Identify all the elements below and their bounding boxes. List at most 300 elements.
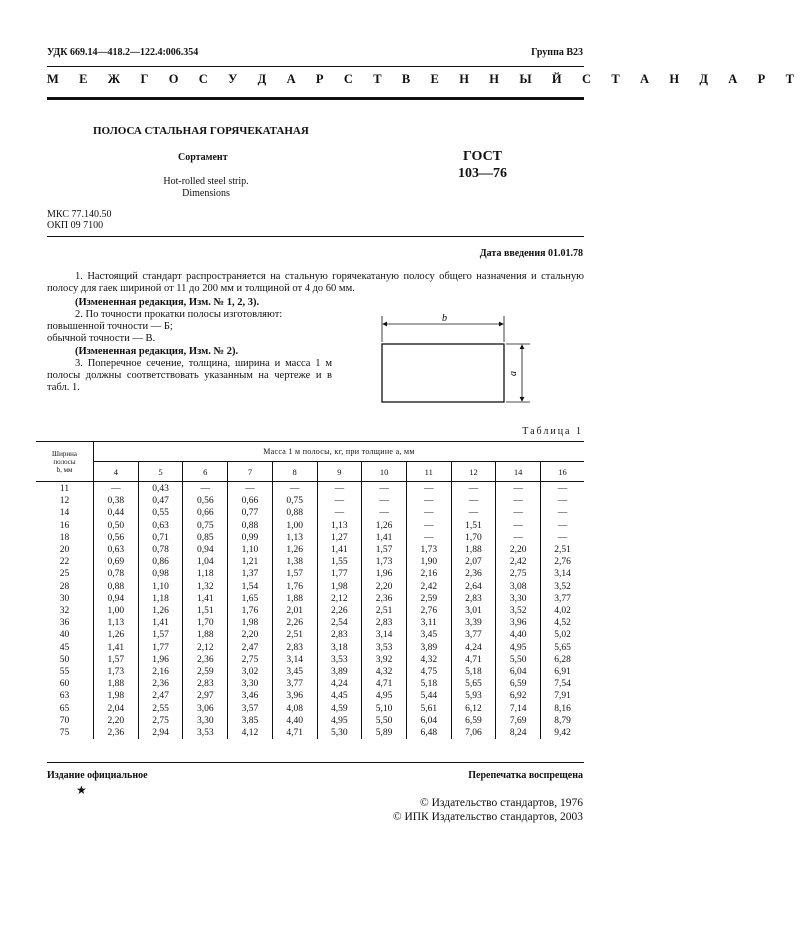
mass-cell: 3,18	[317, 642, 362, 654]
mass-cell: 1,00	[94, 605, 139, 617]
mass-cell: 1,51	[451, 520, 496, 532]
mass-cell: 2,83	[317, 629, 362, 641]
mass-cell: 4,12	[228, 727, 273, 739]
english-title-line2: Dimensions	[182, 188, 230, 199]
mass-cell: 1,00	[272, 520, 317, 532]
mass-cell: 2,83	[451, 593, 496, 605]
thickness-header-cell: 11	[406, 462, 451, 482]
mass-cell: 3,57	[228, 703, 273, 715]
mass-cell: 2,75	[228, 654, 273, 666]
mass-cell: —	[317, 482, 362, 496]
mass-cell: 1,90	[406, 556, 451, 568]
mass-cell: 0,77	[228, 507, 273, 519]
thickness-header-cell: 8	[272, 462, 317, 482]
mass-cell: 4,40	[496, 629, 541, 641]
thickness-header-cell: 9	[317, 462, 362, 482]
mass-cell: 2,36	[362, 593, 407, 605]
footer-rule	[47, 762, 584, 763]
mass-cell: 3,06	[183, 703, 228, 715]
mass-cell: 1,57	[362, 544, 407, 556]
table-label: Таблица 1	[522, 426, 583, 437]
width-cell: 32	[36, 605, 94, 617]
mass-cell: —	[451, 507, 496, 519]
mass-cell: 2,83	[362, 617, 407, 629]
mass-cell: 3,92	[362, 654, 407, 666]
mass-cell: 2,42	[496, 556, 541, 568]
mass-cell: 1,04	[183, 556, 228, 568]
mass-cell: 3,08	[496, 581, 541, 593]
mass-cell: 1,77	[317, 568, 362, 580]
mass-cell: 3,53	[183, 727, 228, 739]
mass-cell: 0,75	[272, 495, 317, 507]
mass-cell: —	[183, 482, 228, 496]
width-cell: 75	[36, 727, 94, 739]
mass-cell: 9,42	[541, 727, 584, 739]
width-label: b	[442, 313, 447, 324]
okp-code: ОКП 09 7100	[47, 220, 104, 231]
mass-cell: 2,36	[451, 568, 496, 580]
mass-table-body	[36, 482, 584, 740]
mass-cell: 2,07	[451, 556, 496, 568]
mass-cell: 2,94	[138, 727, 183, 739]
width-cell: 70	[36, 715, 94, 727]
mass-cell: 1,98	[317, 581, 362, 593]
mass-cell: 7,91	[541, 690, 584, 702]
mass-cell: 3,96	[496, 617, 541, 629]
mass-cell: 2,76	[541, 556, 584, 568]
mass-cell: 4,95	[362, 690, 407, 702]
table-row	[36, 581, 584, 593]
table-row	[36, 678, 584, 690]
mass-cell: 2,20	[228, 629, 273, 641]
mass-cell: —	[451, 482, 496, 496]
mass-cell: 3,30	[183, 715, 228, 727]
width-cell: 63	[36, 690, 94, 702]
mass-cell: 3,30	[496, 593, 541, 605]
table-row	[36, 690, 584, 702]
mass-cell: 4,71	[451, 654, 496, 666]
mass-cell: 3,89	[406, 642, 451, 654]
width-cell: 28	[36, 581, 94, 593]
mass-cell: 2,20	[496, 544, 541, 556]
mass-cell: 3,77	[272, 678, 317, 690]
mass-cell: 4,95	[317, 715, 362, 727]
width-cell: 25	[36, 568, 94, 580]
mass-cell: —	[94, 482, 139, 496]
mass-cell: 1,88	[272, 593, 317, 605]
mass-cell: 1,57	[94, 654, 139, 666]
mass-cell: 1,57	[272, 568, 317, 580]
mass-cell: 7,14	[496, 703, 541, 715]
mass-cell: 1,57	[138, 629, 183, 641]
mass-cell: 1,41	[183, 593, 228, 605]
english-title	[156, 176, 256, 200]
mks-code: МКС 77.140.50	[47, 209, 112, 220]
mass-cell: 1,41	[94, 642, 139, 654]
mass-cell: 8,16	[541, 703, 584, 715]
table-row	[36, 520, 584, 532]
mass-cell: 1,13	[317, 520, 362, 532]
mass-cell: 1,10	[228, 544, 273, 556]
thickness-header-cell: 10	[362, 462, 407, 482]
udk-code: УДК 669.14—418.2—122.4:006.354	[47, 47, 199, 58]
mass-cell: 5,18	[451, 666, 496, 678]
mass-cell: 3,11	[406, 617, 451, 629]
mass-cell: 4,45	[317, 690, 362, 702]
mass-cell: 5,61	[406, 703, 451, 715]
mass-cell: 2,04	[94, 703, 139, 715]
mass-cell: —	[272, 482, 317, 496]
clause-1: 1. Настоящий стандарт распространяется на стальную горячекатаную полосу общего назначения и стальную полосу для гаек шириной от 11 до 200 мм и толщиной от 4 до 60 мм.	[47, 271, 584, 295]
mass-cell: 3,14	[362, 629, 407, 641]
mass-cell: 1,65	[228, 593, 273, 605]
strip-section-rectangle	[382, 344, 504, 402]
mass-cell: 2,16	[406, 568, 451, 580]
title-rule	[47, 236, 584, 237]
mass-cell: 3,52	[541, 581, 584, 593]
mass-cell: 2,47	[138, 690, 183, 702]
mass-cell: 0,56	[94, 532, 139, 544]
table-row	[36, 507, 584, 519]
mass-cell: —	[541, 520, 584, 532]
heading-thick-rule	[47, 97, 584, 100]
mass-cell: 1,70	[183, 617, 228, 629]
mass-cell: 7,54	[541, 678, 584, 690]
mass-cell: 1,98	[94, 690, 139, 702]
mass-cell: 1,26	[272, 544, 317, 556]
mass-cell: 4,95	[496, 642, 541, 654]
width-cell: 36	[36, 617, 94, 629]
mass-cell: 2,59	[183, 666, 228, 678]
mass-cell: 0,88	[228, 520, 273, 532]
mass-cell: —	[362, 507, 407, 519]
mass-cell: 5,02	[541, 629, 584, 641]
width-cell: 14	[36, 507, 94, 519]
table-row	[36, 666, 584, 678]
mass-cell: —	[541, 532, 584, 544]
mass-cell: 4,75	[406, 666, 451, 678]
mass-cell: 6,48	[406, 727, 451, 739]
table-row	[36, 629, 584, 641]
mass-cell: 0,88	[272, 507, 317, 519]
mass-cell: 2,83	[272, 642, 317, 654]
mass-cell: 3,45	[272, 666, 317, 678]
clause-2-option-b: повышенной точности — Б;	[47, 321, 173, 332]
mass-cell: 0,44	[94, 507, 139, 519]
width-cell: 40	[36, 629, 94, 641]
mass-group-header: Масса 1 м полосы, кг, при толщине a, мм	[94, 442, 585, 462]
width-cell: 55	[36, 666, 94, 678]
thickness-header-cell: 7	[228, 462, 273, 482]
mass-cell: 1,88	[451, 544, 496, 556]
classification-codes	[47, 209, 111, 231]
thickness-header-cell: 6	[183, 462, 228, 482]
mass-cell: 2,83	[183, 678, 228, 690]
mass-cell: —	[406, 495, 451, 507]
width-cell: 30	[36, 593, 94, 605]
width-cell: 20	[36, 544, 94, 556]
mass-cell: 5,65	[451, 678, 496, 690]
mass-cell: 0,71	[138, 532, 183, 544]
mass-cell: 2,75	[496, 568, 541, 580]
width-cell: 11	[36, 482, 94, 496]
mass-cell: 0,94	[94, 593, 139, 605]
clause-2-option-v: обычной точности — В.	[47, 333, 156, 344]
mass-cell: 1,51	[183, 605, 228, 617]
mass-cell: 2,51	[272, 629, 317, 641]
mass-cell: 1,18	[183, 568, 228, 580]
reprint-prohibited-note: Перепечатка воспрещена	[468, 770, 583, 781]
mass-cell: 5,50	[362, 715, 407, 727]
mass-cell: 3,52	[496, 605, 541, 617]
mass-cell: 2,64	[451, 581, 496, 593]
mass-cell: 5,10	[362, 703, 407, 715]
thickness-header-row	[36, 462, 584, 482]
mass-cell: —	[496, 482, 541, 496]
width-cell: 45	[36, 642, 94, 654]
mass-cell: 1,96	[362, 568, 407, 580]
mass-cell: 0,78	[138, 544, 183, 556]
mass-cell: —	[496, 520, 541, 532]
mass-cell: —	[496, 507, 541, 519]
star-mark: ★	[76, 783, 87, 797]
mass-cell: 0,63	[94, 544, 139, 556]
mass-cell: 4,02	[541, 605, 584, 617]
mass-cell: 5,93	[451, 690, 496, 702]
mass-cell: 2,59	[406, 593, 451, 605]
mass-cell: 4,71	[362, 678, 407, 690]
mass-cell: —	[541, 495, 584, 507]
mass-cell: 1,18	[138, 593, 183, 605]
mass-cell: 3,14	[541, 568, 584, 580]
group-code: Группа В23	[531, 47, 583, 58]
mass-cell: 0,75	[183, 520, 228, 532]
width-cell: 22	[36, 556, 94, 568]
mass-cell: 0,66	[183, 507, 228, 519]
mass-cell: —	[317, 495, 362, 507]
mass-cell: 3,53	[317, 654, 362, 666]
mass-cell: 0,88	[94, 581, 139, 593]
gost-code: 103—76	[458, 166, 507, 181]
mass-cell: 8,24	[496, 727, 541, 739]
english-title-line1: Hot-rolled steel strip.	[163, 176, 249, 187]
mass-cell: 4,24	[451, 642, 496, 654]
mass-cell: 1,55	[317, 556, 362, 568]
mass-cell: 5,18	[406, 678, 451, 690]
mass-cell: 1,76	[272, 581, 317, 593]
interstate-standard-heading: М Е Ж Г О С У Д А Р С Т В Е Н Н Ы Й С Т А Н Д А Р Т	[47, 72, 803, 86]
mass-cell: 2,26	[272, 617, 317, 629]
mass-cell: 3,96	[272, 690, 317, 702]
mass-cell: 4,08	[272, 703, 317, 715]
table-row	[36, 727, 584, 739]
mass-cell: 6,04	[406, 715, 451, 727]
cross-section-drawing	[380, 312, 532, 412]
mass-cell: 3,77	[451, 629, 496, 641]
mass-cell: 1,38	[272, 556, 317, 568]
mass-cell: —	[406, 532, 451, 544]
mass-cell: 1,10	[138, 581, 183, 593]
mass-cell: 6,12	[451, 703, 496, 715]
table-row	[36, 703, 584, 715]
mass-cell: 2,76	[406, 605, 451, 617]
mass-cell: 0,50	[94, 520, 139, 532]
mass-cell: 5,44	[406, 690, 451, 702]
mass-cell: 0,78	[94, 568, 139, 580]
official-edition-note: Издание официальное	[47, 770, 148, 781]
mass-cell: 1,70	[451, 532, 496, 544]
mass-cell: 3,39	[451, 617, 496, 629]
mass-cell: 3,85	[228, 715, 273, 727]
mass-cell: 3,89	[317, 666, 362, 678]
mass-cell: 0,94	[183, 544, 228, 556]
mass-cell: 0,43	[138, 482, 183, 496]
copyright-2003: © ИПК Издательство стандартов, 2003	[392, 811, 583, 823]
mass-cell: 2,97	[183, 690, 228, 702]
mass-cell: 0,47	[138, 495, 183, 507]
mass-cell: 1,41	[138, 617, 183, 629]
mass-cell: 6,91	[541, 666, 584, 678]
gost-number	[458, 148, 507, 182]
mass-cell: 1,41	[317, 544, 362, 556]
mass-cell: 0,66	[228, 495, 273, 507]
mass-cell: 1,76	[228, 605, 273, 617]
mass-cell: —	[406, 520, 451, 532]
mass-cell: —	[406, 482, 451, 496]
mass-cell: 3,53	[362, 642, 407, 654]
mass-cell: 5,89	[362, 727, 407, 739]
clause-1-edit-note: (Измененная редакция, Изм. № 1, 2, 3).	[75, 297, 260, 308]
mass-cell: 2,20	[362, 581, 407, 593]
mass-cell: 0,98	[138, 568, 183, 580]
mass-cell: 2,01	[272, 605, 317, 617]
mass-cell: 4,59	[317, 703, 362, 715]
mass-cell: 0,63	[138, 520, 183, 532]
effective-date: Дата введения 01.01.78	[479, 248, 583, 259]
mass-cell: 1,54	[228, 581, 273, 593]
mass-cell: 0,38	[94, 495, 139, 507]
mass-cell: 2,75	[138, 715, 183, 727]
mass-cell: 5,30	[317, 727, 362, 739]
mass-cell: 4,32	[406, 654, 451, 666]
mass-cell: 2,26	[317, 605, 362, 617]
top-rule	[47, 66, 584, 67]
width-cell: 65	[36, 703, 94, 715]
mass-cell: 4,71	[272, 727, 317, 739]
table-row	[36, 654, 584, 666]
mass-cell: 3,45	[406, 629, 451, 641]
table-row	[36, 495, 584, 507]
thickness-header-cell: 4	[94, 462, 139, 482]
copyright-block	[393, 796, 583, 824]
table-row	[36, 605, 584, 617]
mass-cell: 1,27	[317, 532, 362, 544]
mass-cell: 2,36	[183, 654, 228, 666]
gost-label: ГОСТ	[462, 149, 503, 164]
mass-cell: —	[362, 482, 407, 496]
mass-cell: 1,26	[94, 629, 139, 641]
width-cell: 16	[36, 520, 94, 532]
mass-cell: 6,92	[496, 690, 541, 702]
mass-cell: 2,16	[138, 666, 183, 678]
thickness-header-cell: 12	[451, 462, 496, 482]
thickness-header-cell: 14	[496, 462, 541, 482]
mass-cell: 1,13	[94, 617, 139, 629]
mass-cell: 0,55	[138, 507, 183, 519]
mass-cell: 6,59	[496, 678, 541, 690]
table-row	[36, 568, 584, 580]
mass-cell: 7,69	[496, 715, 541, 727]
mass-cell: —	[496, 495, 541, 507]
width-cell: 18	[36, 532, 94, 544]
mass-cell: 0,85	[183, 532, 228, 544]
mass-cell: 2,12	[183, 642, 228, 654]
thickness-label: a	[508, 371, 519, 376]
mass-cell: 1,88	[94, 678, 139, 690]
mass-cell: —	[228, 482, 273, 496]
mass-cell: 1,32	[183, 581, 228, 593]
clause-2-edit-note: (Измененная редакция, Изм. № 2).	[75, 346, 239, 357]
mass-cell: 2,20	[94, 715, 139, 727]
mass-cell: 4,24	[317, 678, 362, 690]
mass-cell: 4,32	[362, 666, 407, 678]
mass-cell: 0,99	[228, 532, 273, 544]
mass-cell: —	[541, 482, 584, 496]
mass-cell: —	[496, 532, 541, 544]
mass-cell: 3,30	[228, 678, 273, 690]
mass-cell: 4,40	[272, 715, 317, 727]
mass-cell: 2,54	[317, 617, 362, 629]
mass-cell: 2,51	[541, 544, 584, 556]
mass-cell: 1,73	[406, 544, 451, 556]
mass-cell: 2,42	[406, 581, 451, 593]
mass-cell: 1,88	[183, 629, 228, 641]
mass-cell: 1,73	[94, 666, 139, 678]
mass-cell: 2,12	[317, 593, 362, 605]
mass-cell: 1,41	[362, 532, 407, 544]
mass-cell: 7,06	[451, 727, 496, 739]
mass-cell: 6,59	[451, 715, 496, 727]
copyright-1976: © Издательство стандартов, 1976	[419, 797, 583, 809]
mass-cell: 3,02	[228, 666, 273, 678]
table-row	[36, 544, 584, 556]
mass-cell: 2,55	[138, 703, 183, 715]
mass-cell: 8,79	[541, 715, 584, 727]
width-cell: 12	[36, 495, 94, 507]
mass-cell: 1,98	[228, 617, 273, 629]
table-row	[36, 642, 584, 654]
mass-cell: 1,73	[362, 556, 407, 568]
mass-cell: 1,21	[228, 556, 273, 568]
mass-cell: —	[362, 495, 407, 507]
table-row	[36, 482, 584, 496]
mass-cell: 0,56	[183, 495, 228, 507]
mass-cell: 1,77	[138, 642, 183, 654]
mass-cell: —	[541, 507, 584, 519]
table-row	[36, 532, 584, 544]
document-subtitle: Сортамент	[178, 152, 228, 163]
width-cell: 50	[36, 654, 94, 666]
thickness-header-cell: 16	[541, 462, 584, 482]
mass-cell: 6,28	[541, 654, 584, 666]
mass-cell: 3,77	[541, 593, 584, 605]
thickness-header-cell: 5	[138, 462, 183, 482]
mass-cell: 3,01	[451, 605, 496, 617]
clause-3: 3. Поперечное сечение, толщина, ширина и масса 1 м полосы должны соответствовать указанным на чертеже и в табл. 1.	[47, 358, 332, 394]
mass-cell: 1,26	[138, 605, 183, 617]
mass-cell: 6,04	[496, 666, 541, 678]
width-column-header: Ширина полосы b, мм	[36, 442, 94, 482]
